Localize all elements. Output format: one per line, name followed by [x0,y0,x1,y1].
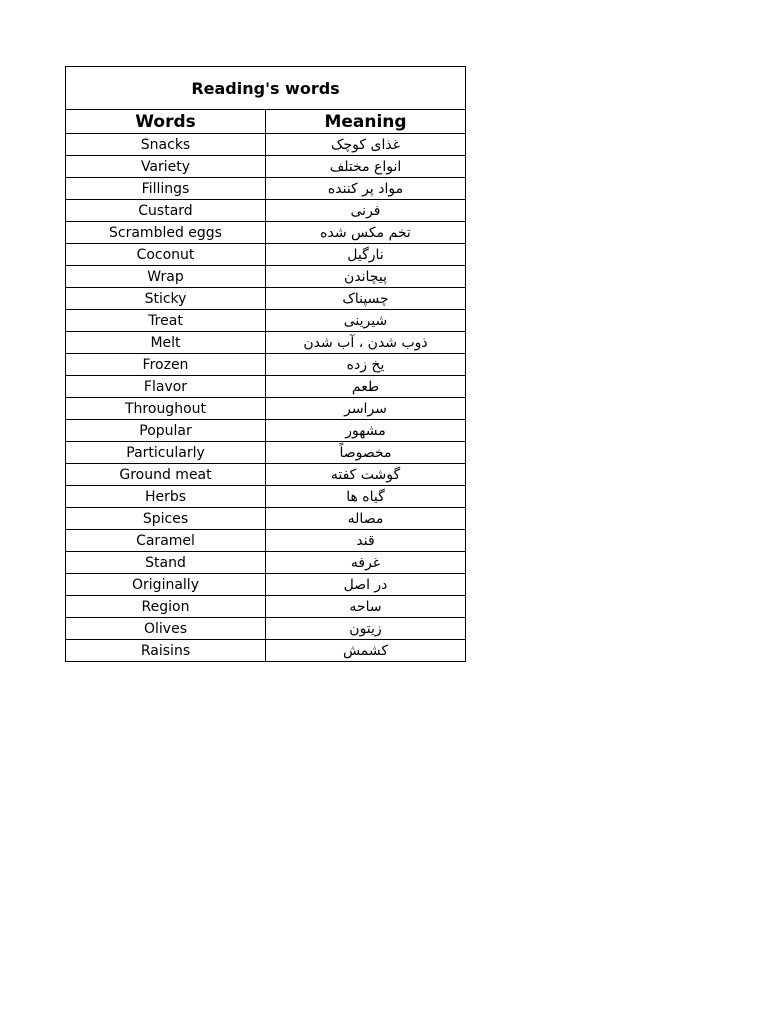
table-row [66,178,466,200]
word-cell: Throughout [66,398,266,420]
meaning-cell: گوشت کفته [266,464,466,486]
meaning-cell: زیتون [266,618,466,640]
table-title: Reading's words [66,67,466,110]
meaning-cell: ذوب شدن ، آب شدن [266,332,466,354]
table-row [66,288,466,310]
table-row [66,134,466,156]
table-row [66,332,466,354]
table-row [66,376,466,398]
title-row [66,67,466,110]
meaning-cell: مواد پر کننده [266,178,466,200]
meaning-cell: کشمش [266,640,466,662]
word-cell: Melt [66,332,266,354]
table-row [66,310,466,332]
table-row [66,530,466,552]
table-row [66,244,466,266]
word-cell: Variety [66,156,266,178]
meaning-cell: ساحه [266,596,466,618]
meaning-cell: پیچاندن [266,266,466,288]
table-row [66,464,466,486]
vocabulary-table [65,66,466,662]
meaning-cell: فرنی [266,200,466,222]
meaning-cell: نارگیل [266,244,466,266]
table-row [66,420,466,442]
word-cell: Herbs [66,486,266,508]
word-cell: Popular [66,420,266,442]
word-cell: Particularly [66,442,266,464]
word-cell: Originally [66,574,266,596]
word-cell: Stand [66,552,266,574]
meaning-cell: مشهور [266,420,466,442]
word-cell: Treat [66,310,266,332]
word-cell: Wrap [66,266,266,288]
table-row [66,508,466,530]
word-cell: Fillings [66,178,266,200]
table-row [66,222,466,244]
meaning-cell: غرفه [266,552,466,574]
meaning-cell: مخصوصاً [266,442,466,464]
word-cell: Spices [66,508,266,530]
word-cell: Flavor [66,376,266,398]
word-cell: Sticky [66,288,266,310]
table-row [66,354,466,376]
meaning-cell: غذای کوچک [266,134,466,156]
word-cell: Caramel [66,530,266,552]
meaning-cell: قند [266,530,466,552]
table-row [66,398,466,420]
table-row [66,442,466,464]
meaning-cell: مصاله [266,508,466,530]
meaning-cell: تخم مکس شده [266,222,466,244]
table-body [66,134,466,662]
word-cell: Ground meat [66,464,266,486]
meaning-cell: سراسر [266,398,466,420]
meaning-cell: گیاه ها [266,486,466,508]
meaning-cell: در اصل [266,574,466,596]
meaning-cell: چسپناک [266,288,466,310]
table-row [66,266,466,288]
meaning-cell: شیرینی [266,310,466,332]
header-row [66,110,466,134]
table-row [66,640,466,662]
word-cell: Olives [66,618,266,640]
meaning-column-header: Meaning [266,110,466,134]
meaning-cell: یخ زده [266,354,466,376]
table-row [66,156,466,178]
words-column-header: Words [66,110,266,134]
word-cell: Raisins [66,640,266,662]
word-cell: Region [66,596,266,618]
table-row [66,596,466,618]
table-row [66,618,466,640]
meaning-cell: طعم [266,376,466,398]
word-cell: Scrambled eggs [66,222,266,244]
table-row [66,552,466,574]
table-row [66,574,466,596]
word-cell: Frozen [66,354,266,376]
word-cell: Snacks [66,134,266,156]
table-row [66,200,466,222]
meaning-cell: انواع مختلف [266,156,466,178]
word-cell: Custard [66,200,266,222]
word-cell: Coconut [66,244,266,266]
table-row [66,486,466,508]
